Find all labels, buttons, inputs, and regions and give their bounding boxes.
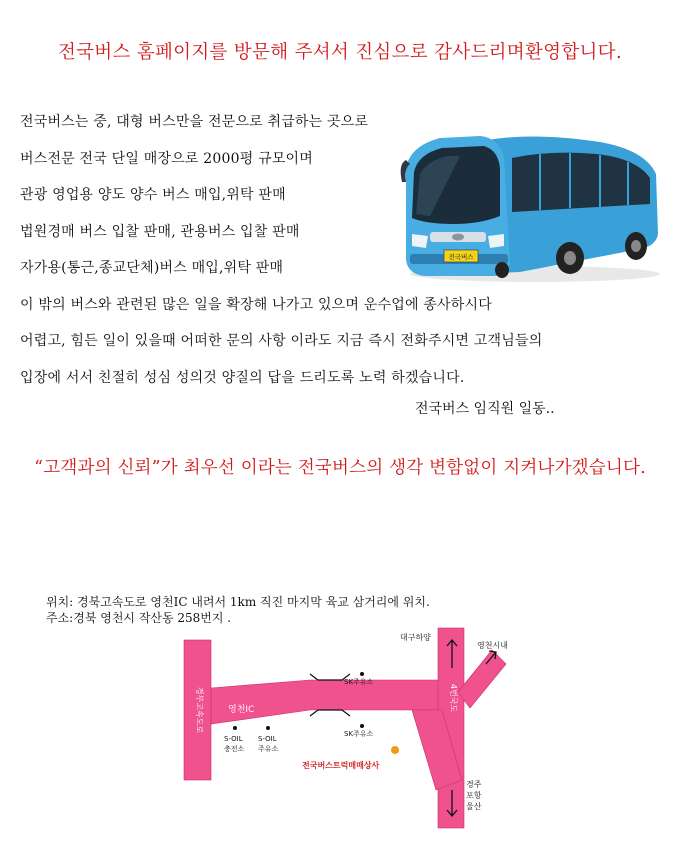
south-gyeongju: 경주 xyxy=(466,780,482,789)
intro-line: 버스전문 전국 단일 매장으로 2000평 규모이며 xyxy=(20,150,313,167)
soil-lpg-name: S-OIL xyxy=(224,735,243,743)
south-ulsan: 울산 xyxy=(466,802,482,811)
intro-line: 전국버스는 중, 대형 버스만을 전문으로 취급하는 곳으로 xyxy=(20,114,369,130)
dealer-label: 전국버스트럭매매상사 xyxy=(302,761,380,770)
intro-line: 이 밖의 버스와 관련된 많은 일을 확장해 나가고 있으며 운수업에 종사하시다 xyxy=(20,296,492,313)
soil-gas-name: S-OIL xyxy=(258,735,277,743)
downtown-label: 영천시내 xyxy=(477,641,508,650)
signoff-text: 전국버스 임직원 일동.. xyxy=(415,401,555,417)
directions-map xyxy=(180,620,508,845)
national-road-label: 4번국도 xyxy=(449,683,458,713)
location-directions: 위치: 경북고속도로 영천IC 내려서 1km 직진 마지막 육교 삼거리에 위치. xyxy=(46,595,430,609)
daegu-label: 대구하양 xyxy=(400,633,431,642)
south-pohang: 포항 xyxy=(466,791,482,800)
intro-line: 관광 영업용 양도 양수 버스 매입,위탁 판매 xyxy=(20,187,286,203)
trust-slogan: “고객과의 신뢰”가 최우선 이라는 전국버스의 생각 변함없이 지켜나가겠습니다. xyxy=(34,458,646,478)
ic-label: 영천IC xyxy=(228,705,255,715)
bus-photo xyxy=(400,124,662,284)
intro-line: 자가용(통근,종교단체)버스 매입,위탁 판매 xyxy=(20,260,284,276)
soil-lpg-type: 충전소 xyxy=(224,745,245,753)
expressway-label: 경부고속도로 xyxy=(195,686,204,734)
bus-plate-label: 전국버스 xyxy=(448,253,474,261)
location-address: 주소:경북 영천시 작산동 258번지 . xyxy=(46,611,232,625)
sk-station-bottom: SK주유소 xyxy=(344,730,374,738)
intro-line: 어렵고, 힘든 일이 있을때 어떠한 문의 사항 이라도 지금 즉시 전화주시면 고객님들의 xyxy=(20,333,543,349)
intro-line: 법원경매 버스 입찰 판매, 관용버스 입찰 판매 xyxy=(20,223,300,240)
soil-gas-type: 주유소 xyxy=(258,745,279,753)
welcome-headline: 전국버스 홈페이지를 방문해 주셔서 진심으로 감사드리며환영합니다. xyxy=(57,42,623,63)
intro-line: 입장에 서서 친절히 성심 성의것 양질의 답을 드리도록 노력 하겠습니다. xyxy=(20,369,465,386)
sk-station-top: SK주유소 xyxy=(344,678,374,686)
